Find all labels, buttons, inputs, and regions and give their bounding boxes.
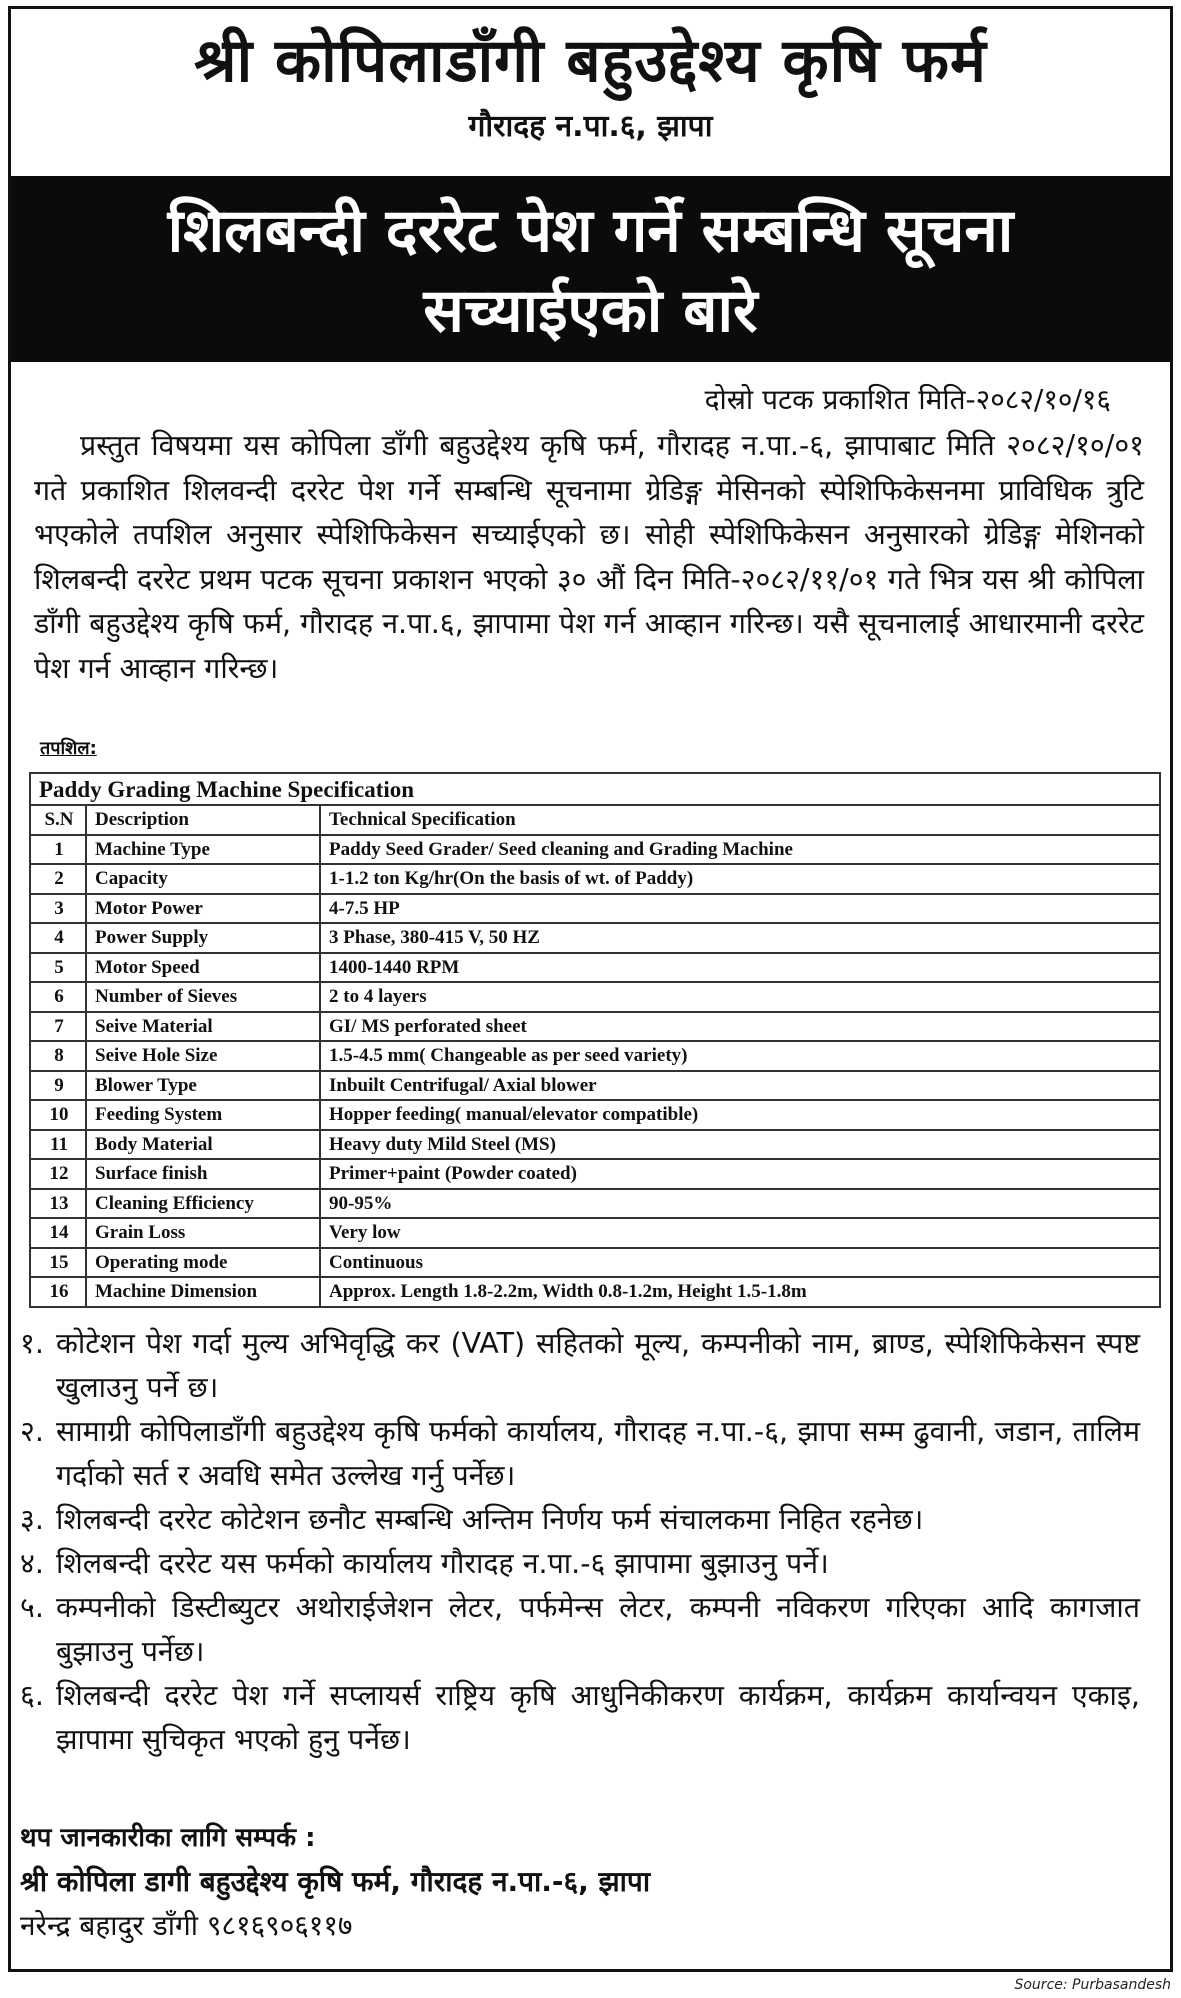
row-description: Cleaning Efficiency xyxy=(86,1189,320,1219)
row-description: Feeding System xyxy=(86,1100,320,1130)
note-number: ५. xyxy=(20,1591,44,1624)
note-number: ३. xyxy=(20,1503,44,1536)
row-technical-spec: Approx. Length 1.8-2.2m, Width 0.8-1.2m, Height 1.5-1.8m xyxy=(320,1277,1160,1307)
row-description: Body Material xyxy=(86,1130,320,1160)
row-technical-spec: 1400-1440 RPM xyxy=(320,953,1160,983)
row-description: Motor Power xyxy=(86,894,320,924)
table-row xyxy=(30,864,1160,894)
notice-title-banner xyxy=(11,176,1170,362)
row-sn: 14 xyxy=(30,1218,86,1248)
table-row xyxy=(30,1189,1160,1219)
row-technical-spec: 90-95% xyxy=(320,1189,1160,1219)
row-description: Number of Sieves xyxy=(86,982,320,1012)
note-text: शिलबन्दी दररेट कोटेशन छनौट सम्बन्धि अन्तिम निर्णय फर्म संचालकमा निहित रहनेछ। xyxy=(56,1503,924,1536)
note-number: १. xyxy=(20,1327,44,1360)
row-sn: 9 xyxy=(30,1071,86,1101)
list-item xyxy=(20,1674,1140,1762)
table-row xyxy=(30,1012,1160,1042)
list-item xyxy=(20,1542,1140,1586)
row-sn: 16 xyxy=(30,1277,86,1307)
row-sn: 1 xyxy=(30,835,86,865)
row-sn: 10 xyxy=(30,1100,86,1130)
row-sn: 3 xyxy=(30,894,86,924)
contact-person: नरेन्द्र बहादुर डाँगी ९८१६९०६११७ xyxy=(20,1909,353,1942)
table-row xyxy=(30,1159,1160,1189)
row-sn: 4 xyxy=(30,923,86,953)
row-technical-spec: 1.5-4.5 mm( Changeable as per seed variety) xyxy=(320,1041,1160,1071)
row-description: Machine Type xyxy=(86,835,320,865)
table-row xyxy=(30,1041,1160,1071)
row-technical-spec: 1-1.2 ton Kg/hr(On the basis of wt. of Paddy) xyxy=(320,864,1160,894)
row-sn: 6 xyxy=(30,982,86,1012)
spec-table-header-row xyxy=(30,805,1160,835)
note-text: शिलबन्दी दररेट पेश गर्ने सप्लायर्स राष्ट्रिय कृषि आधुनिकीकरण कार्यक्रम, कार्यक्रम कार्यान्वयन एकाइ, झापामा सुचिकृत भएको हुनु पर्नेछ। xyxy=(56,1679,1140,1756)
row-sn: 11 xyxy=(30,1130,86,1160)
note-text: सामाग्री कोपिलाडाँगी बहुउद्देश्य कृषि फर्मको कार्यालय, गौरादह न.पा.-६, झापा सम्म ढुवानी, जडान, तालिम गर्दाको सर्त र अवधि समेत उल्लेख गर्नु पर्नेछ। xyxy=(56,1415,1140,1492)
row-description: Motor Speed xyxy=(86,953,320,983)
contact-label: थप जानकारीका लागि सम्पर्क : xyxy=(20,1823,316,1853)
row-technical-spec: Very low xyxy=(320,1218,1160,1248)
row-description: Machine Dimension xyxy=(86,1277,320,1307)
row-sn: 7 xyxy=(30,1012,86,1042)
list-item xyxy=(20,1410,1140,1498)
row-technical-spec: Inbuilt Centrifugal/ Axial blower xyxy=(320,1071,1160,1101)
org-address: गौरादह न.पा.६, झापा xyxy=(468,109,713,144)
notice-title-line1: शिलबन्दी दररेट पेश गर्ने सम्बन्धि सूचना xyxy=(167,196,1014,266)
note-text: कम्पनीको डिस्टीब्युटर अथोराईजेशन लेटर, पर्फमेन्स लेटर, कम्पनी नविकरण गरिएका आदि कागजात बुझाउनु पर्नेछ। xyxy=(56,1591,1140,1668)
row-sn: 5 xyxy=(30,953,86,983)
notes-list xyxy=(20,1322,1140,1762)
row-technical-spec: Hopper feeding( manual/elevator compatible) xyxy=(320,1100,1160,1130)
source-credit: Source: Purbasandesh xyxy=(1014,1977,1171,1993)
note-text: कोटेशन पेश गर्दा मुल्य अभिवृद्धि कर (VAT) सहितको मूल्य, कम्पनीको नाम, ब्राण्ड, स्पेशिफिकेसन स्पष्ट खुलाउनु पर्ने छ। xyxy=(56,1327,1140,1404)
table-row xyxy=(30,1248,1160,1278)
table-row xyxy=(30,982,1160,1012)
contact-org: श्री कोपिला डागी बहुउद्देश्य कृषि फर्म, गौरादह न.पा.-६, झापा xyxy=(20,1865,651,1898)
note-number: ४. xyxy=(20,1547,44,1580)
org-name: श्री कोपिलाडाँगी बहुउद्देश्य कृषि फर्म xyxy=(194,26,987,96)
row-sn: 12 xyxy=(30,1159,86,1189)
table-row xyxy=(30,1277,1160,1307)
table-row xyxy=(30,1071,1160,1101)
row-description: Surface finish xyxy=(86,1159,320,1189)
row-description: Blower Type xyxy=(86,1071,320,1101)
spec-table-title: Paddy Grading Machine Specification xyxy=(30,773,1160,805)
table-row xyxy=(30,1218,1160,1248)
note-text: शिलबन्दी दररेट यस फर्मको कार्यालय गौरादह न.पा.-६ झापामा बुझाउनु पर्ने। xyxy=(56,1547,829,1580)
row-technical-spec: 4-7.5 HP xyxy=(320,894,1160,924)
table-row xyxy=(30,953,1160,983)
notice-title-line2: सच्याईएको बारे xyxy=(423,276,758,346)
row-description: Seive Material xyxy=(86,1012,320,1042)
column-header-description: Description xyxy=(86,805,320,835)
table-row xyxy=(30,835,1160,865)
row-technical-spec: GI/ MS perforated sheet xyxy=(320,1012,1160,1042)
list-item xyxy=(20,1322,1140,1410)
table-row xyxy=(30,923,1160,953)
row-sn: 8 xyxy=(30,1041,86,1071)
column-header-technical-spec: Technical Specification xyxy=(320,805,1160,835)
list-item xyxy=(20,1498,1140,1542)
row-description: Seive Hole Size xyxy=(86,1041,320,1071)
spec-table-title-row xyxy=(30,773,1160,805)
row-description: Grain Loss xyxy=(86,1218,320,1248)
row-technical-spec: Heavy duty Mild Steel (MS) xyxy=(320,1130,1160,1160)
note-number: २. xyxy=(20,1415,44,1448)
row-description: Capacity xyxy=(86,864,320,894)
row-technical-spec: Paddy Seed Grader/ Seed cleaning and Grading Machine xyxy=(320,835,1160,865)
row-sn: 13 xyxy=(30,1189,86,1219)
column-header-sn: S.N xyxy=(30,805,86,835)
table-row xyxy=(30,1130,1160,1160)
row-technical-spec: 3 Phase, 380-415 V, 50 HZ xyxy=(320,923,1160,953)
table-row xyxy=(30,894,1160,924)
row-description: Power Supply xyxy=(86,923,320,953)
row-description: Operating mode xyxy=(86,1248,320,1278)
publication-date: दोस्रो पटक प्रकाशित मिति-२०८२/१०/१६ xyxy=(704,383,1111,416)
row-technical-spec: 2 to 4 layers xyxy=(320,982,1160,1012)
details-label: तपशिल: xyxy=(40,738,97,759)
table-row xyxy=(30,1100,1160,1130)
row-sn: 15 xyxy=(30,1248,86,1278)
list-item xyxy=(20,1586,1140,1674)
notice-body: प्रस्तुत विषयमा यस कोपिला डाँगी बहुउद्देश्य कृषि फर्म, गौरादह न.पा.-६, झापाबाट मिति २०८२/१०/०१ गते प्रकाशित शिलवन्दी दररेट पेश गर्ने सम्बन्धि सूचनामा ग्रेडिङ्ग मेसिनको स्पेशिफिकेसनमा प्राविधिक त्रुटि भएकोले तपशिल अनुसार स्पेशिफिकेसन सच्याईएको छ। सोही स्पेशिफिकेसन अनुसारको ग्रेडिङ्ग मेशिनको शिलबन्दी दररेट प्रथम पटक सूचना प्रकाशन भएको ३० औं दिन मिति-२०८२/११/०१ गते भित्र यस श्री कोपिला डाँगी बहुउद्देश्य कृषि फर्म, गौरादह न.पा.६, झापामा पेश गर्न आव्हान गरिन्छ। यसै सूचनालाई आधारमानी दररेट पेश गर्न आव्हान गरिन्छ। xyxy=(34,429,1144,685)
note-number: ६. xyxy=(20,1679,44,1712)
spec-table xyxy=(29,772,1161,1308)
row-sn: 2 xyxy=(30,864,86,894)
row-technical-spec: Primer+paint (Powder coated) xyxy=(320,1159,1160,1189)
row-technical-spec: Continuous xyxy=(320,1248,1160,1278)
